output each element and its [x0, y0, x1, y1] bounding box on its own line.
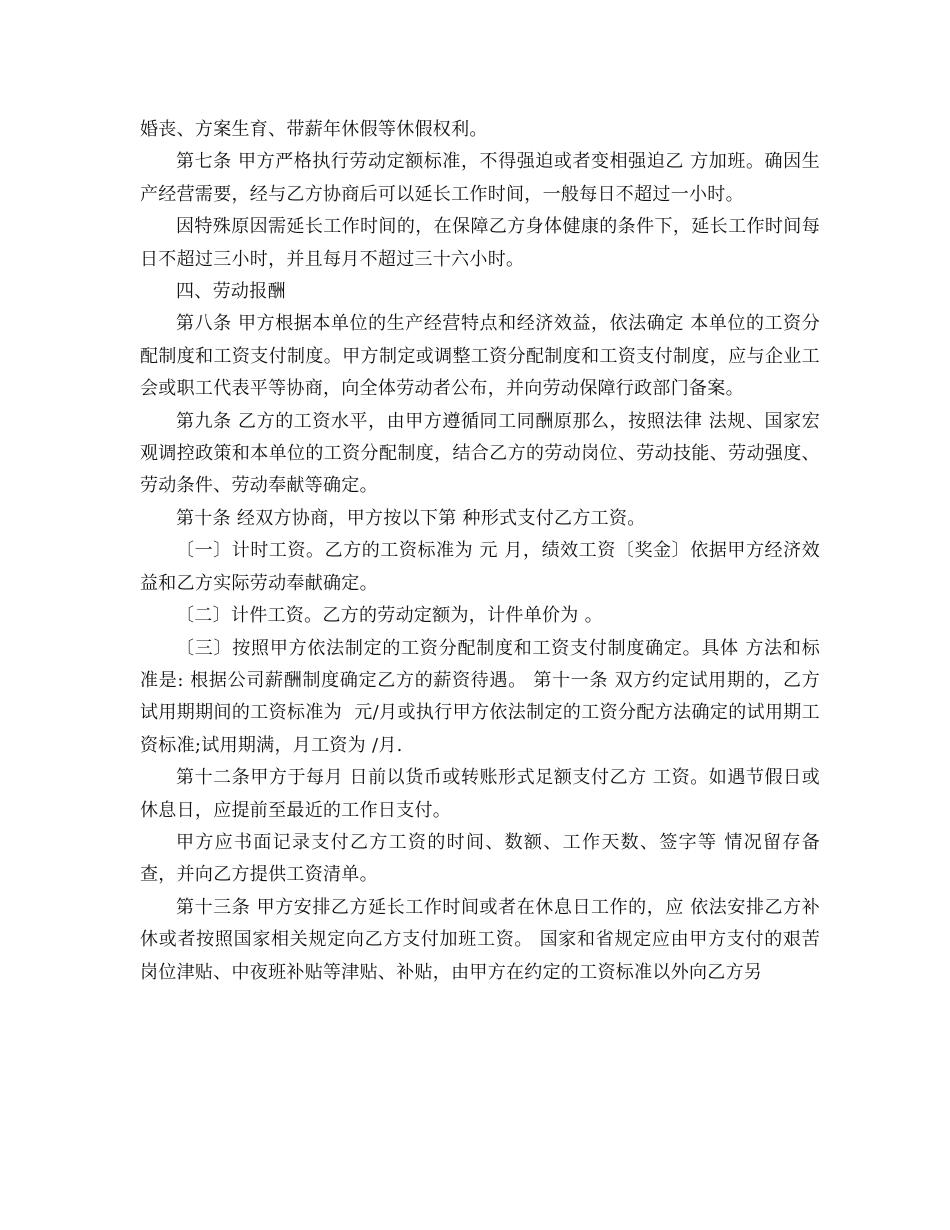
document-body — [140, 114, 820, 989]
paragraph-item-3: 〔三〕按照甲方依法制定的工资分配制度和工资支付制度确定。具体 方法和标准是: 根据公司薪酬制度确定乙方的薪资待遇。 第十一条 双方约定试用期的，乙方试用期期间的工资标准为 元/月或执行甲方依法制定的工资分配方法确定的试用期工资标准;试用期满，月工资为 /月. — [140, 637, 820, 756]
paragraph-article-9: 第九条 乙方的工资水平，由甲方遵循同工同酬原那么，按照法律 法规、国家宏观调控政策和本单位的工资分配制度，结合乙方的劳动岗位、劳动技能、劳动强度、劳动条件、劳动奉献等确定。 — [140, 410, 820, 497]
paragraph-article-10: 第十条 经双方协商，甲方按以下第 种形式支付乙方工资。 — [176, 507, 646, 529]
paragraph-leave-rights: 婚丧、方案生育、带薪年休假等休假权利。 — [140, 119, 488, 140]
paragraph-wage-records: 甲方应书面记录支付乙方工资的时间、数额、工作天数、签字等 情况留存备查，并向乙方提供工资清单。 — [140, 831, 820, 886]
paragraph-article-7: 第七条 甲方严格执行劳动定额标准，不得强迫或者变相强迫乙 方加班。确因生产经营需要，经与乙方协商后可以延长工作时间，一般每日不超过一小时。 — [140, 151, 820, 205]
paragraph-article-13: 第十三条 甲方安排乙方延长工作时间或者在休息日工作的，应 依法安排乙方补休或者按照国家相关规定向乙方支付加班工资。 国家和省规定应由甲方支付的艰苦岗位津贴、中夜班补贴等津贴、补贴，由甲方在约定的工资标准以外向乙方另 — [140, 896, 820, 983]
section-heading-remuneration: 四、劳动报酬 — [176, 281, 286, 303]
paragraph-article-12: 第十二条甲方于每月 日前以货币或转账形式足额支付乙方 工资。如遇节假日或休息日，应提前至最近的工作日支付。 — [140, 767, 820, 821]
paragraph-item-1: 〔一〕计时工资。乙方的工资标准为 元 月，绩效工资〔奖金〕依据甲方经济效益和乙方实际劳动奉献确定。 — [140, 540, 820, 594]
paragraph-overtime-limit: 因特殊原因需延长工作时间的，在保障乙方身体健康的条件下，延长工作时间每日不超过三小时，并且每月不超过三十六小时。 — [140, 216, 820, 270]
paragraph-article-8: 第八条 甲方根据本单位的生产经营特点和经济效益，依法确定 本单位的工资分配制度和工资支付制度。甲方制定或调整工资分配制度和工资支付制度，应与企业工会或职工代表平等协商，向全体劳动者公布，并向劳动保障行政部门备案。 — [140, 313, 820, 400]
paragraph-item-2: 〔二〕计件工资。乙方的劳动定额为，计件单价为 。 — [176, 605, 603, 627]
